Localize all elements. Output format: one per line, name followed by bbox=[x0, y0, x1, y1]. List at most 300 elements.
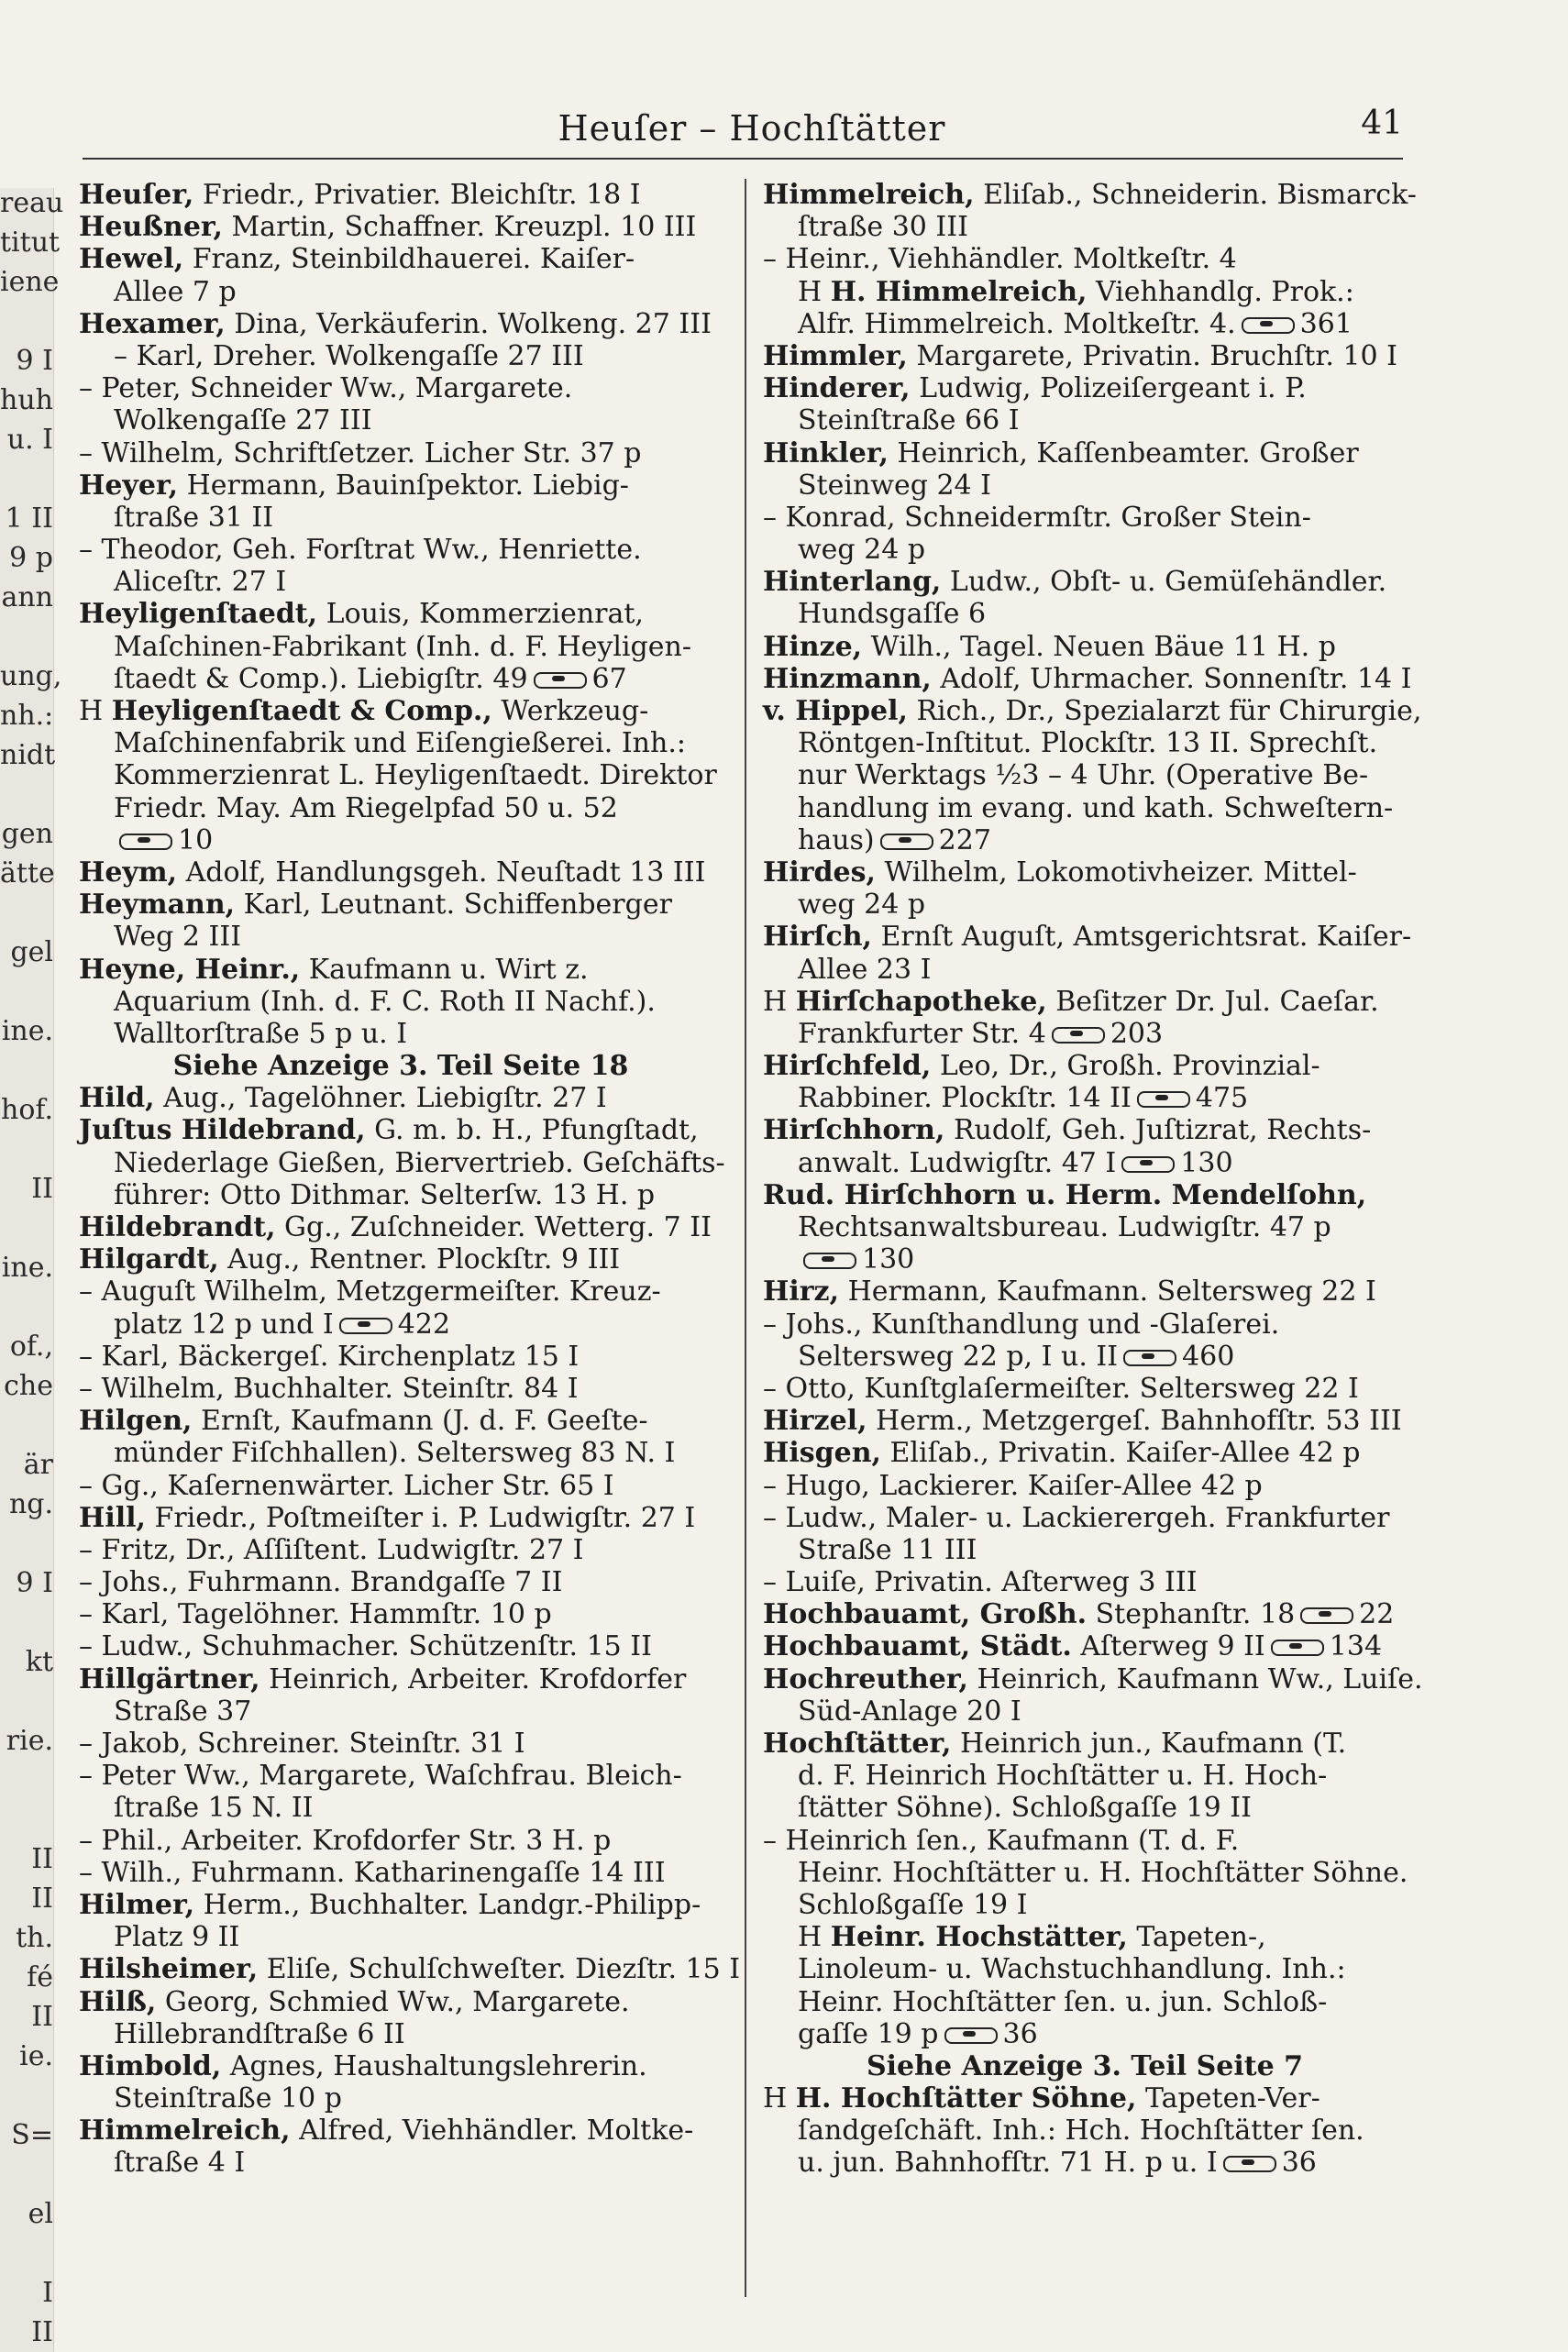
telephone-icon bbox=[1123, 1350, 1176, 1366]
entry-text: Adolf, Handlungsgeh. Neuſtadt 13 III bbox=[177, 856, 706, 889]
entry-text: Eliſab., Schneiderin. Bismarck- bbox=[974, 179, 1417, 211]
directory-line bbox=[763, 889, 1407, 921]
entry-name: Hinterlang, bbox=[763, 566, 942, 599]
entry-text: anwalt. Ludwigſtr. 47 I bbox=[798, 1146, 1117, 1179]
entry-text: – Luiſe, Privatin. Aſterweg 3 III bbox=[763, 1566, 1198, 1599]
directory-line bbox=[79, 1663, 723, 1695]
entry-text: – Fritz, Dr., Aſſiſtent. Ludwigſtr. 27 I bbox=[79, 1533, 584, 1566]
telephone-icon bbox=[880, 834, 933, 850]
entry-name: Hild, bbox=[79, 1082, 155, 1115]
directory-line bbox=[763, 1309, 1407, 1341]
directory-line bbox=[79, 1405, 723, 1437]
bleed-fragment: titut bbox=[0, 226, 61, 259]
entry-text: Tapeten-, bbox=[1127, 1921, 1266, 1954]
entry-text: ſtraße 31 II bbox=[114, 501, 274, 534]
directory-line bbox=[79, 1114, 723, 1146]
entry-text: ſtaedt & Comp.). Liebigſtr. 49 bbox=[114, 662, 528, 695]
directory-line bbox=[763, 2115, 1407, 2147]
directory-line bbox=[79, 1243, 723, 1275]
entry-text: Kaufmann u. Wirt z. bbox=[300, 953, 589, 986]
bleed-fragment: u. I bbox=[6, 424, 53, 456]
directory-line bbox=[79, 1179, 723, 1211]
bleed-fragment: II bbox=[31, 1843, 53, 1875]
entry-text: Agnes, Haushaltungslehrerin. bbox=[221, 2049, 647, 2082]
entry-name: Hirz, bbox=[763, 1275, 840, 1309]
directory-line bbox=[79, 2050, 723, 2082]
entry-name: Hirdes, bbox=[763, 856, 876, 889]
entry-text: – Phil., Arbeiter. Krofdorfer Str. 3 H. p bbox=[79, 1824, 612, 1857]
entry-name: Hilß, bbox=[79, 1985, 157, 2018]
entry-text: haus) bbox=[798, 823, 875, 856]
bleed-fragment: ine. bbox=[1, 1015, 53, 1047]
entry-text: platz 12 p und I bbox=[114, 1308, 334, 1341]
directory-line bbox=[79, 276, 723, 308]
directory-line bbox=[79, 1373, 723, 1405]
directory-line bbox=[763, 1018, 1407, 1050]
entry-text: Röntgen-Inſtitut. Plockſtr. 13 II. Sprechſt. bbox=[798, 727, 1378, 760]
directory-line bbox=[763, 2082, 1407, 2115]
directory-line bbox=[763, 1662, 1423, 1695]
previous-page-bleed bbox=[0, 187, 64, 2352]
directory-line bbox=[79, 2082, 723, 2115]
header-rule bbox=[83, 158, 1403, 160]
entry-text: Heinrich, Kaufmann Ww., Luiſe. bbox=[967, 1662, 1423, 1695]
directory-line bbox=[763, 856, 1407, 889]
entry-text: H bbox=[798, 1921, 831, 1954]
entry-text: Franz, Steinbildhauerei. Kaiſer- bbox=[183, 243, 635, 276]
directory-line bbox=[763, 1470, 1407, 1502]
directory-line bbox=[79, 1018, 723, 1050]
directory-line bbox=[763, 2018, 1407, 2050]
directory-line bbox=[763, 276, 1407, 308]
entry-text: Viehhandlg. Prok.: bbox=[1087, 275, 1354, 308]
telephone-number: 361 bbox=[1299, 307, 1353, 340]
entry-text: Rabbiner. Plockſtr. 14 II bbox=[798, 1082, 1132, 1115]
entry-text: nur Werktags ½3 – 4 Uhr. (Operative Be- bbox=[798, 759, 1369, 792]
entry-text: ſtraße 4 I bbox=[114, 2147, 246, 2180]
right-column bbox=[763, 179, 1423, 2180]
entry-text: – Wilhelm, Schriftſetzer. Licher Str. 37 p bbox=[79, 436, 642, 469]
entry-name: Hinderer, bbox=[763, 372, 911, 405]
entry-text: gaſſe 19 p bbox=[798, 2017, 939, 2050]
entry-text: Adolf, Uhrmacher. Sonnenſtr. 14 I bbox=[931, 662, 1412, 695]
entry-name: Himbold, bbox=[79, 2049, 222, 2082]
entry-text: – Wilh., Fuhrmann. Katharinengaſſe 14 III bbox=[79, 1856, 666, 1889]
entry-name: Hilmer, bbox=[79, 1888, 195, 1921]
entry-text: Ludwig, Polizeiſergeant i. P. bbox=[910, 372, 1307, 405]
directory-line bbox=[79, 179, 723, 211]
telephone-number: 36 bbox=[1002, 2017, 1038, 2050]
entry-name: Hinkler, bbox=[763, 436, 889, 469]
directory-line bbox=[763, 1598, 1407, 1630]
bleed-fragment: 1 II bbox=[5, 502, 53, 535]
directory-line bbox=[763, 631, 1407, 663]
telephone-icon bbox=[1121, 1156, 1175, 1173]
directory-line bbox=[79, 1630, 723, 1662]
entry-name: Hirzel, bbox=[763, 1405, 867, 1438]
entry-text: Wilhelm, Lokomotivheizer. Mittel- bbox=[875, 856, 1357, 889]
directory-line bbox=[763, 824, 1407, 856]
directory-line bbox=[79, 663, 723, 695]
entry-text: Wolkengaſſe 27 III bbox=[114, 404, 372, 437]
directory-line bbox=[79, 340, 723, 372]
bleed-fragment: ng. bbox=[8, 1488, 53, 1520]
entry-text: Louis, Kommerzienrat, bbox=[317, 598, 644, 631]
telephone-icon bbox=[339, 1318, 392, 1334]
bleed-fragment: II bbox=[31, 1883, 53, 1915]
entry-name: Hochbauamt, Großh. bbox=[763, 1598, 1088, 1631]
telephone-icon bbox=[1137, 1091, 1190, 1108]
entry-name: v. Hippel, bbox=[763, 695, 908, 727]
directory-line bbox=[79, 1566, 723, 1598]
directory-line bbox=[763, 1792, 1407, 1824]
directory-line bbox=[763, 1986, 1407, 2018]
entry-text: Martin, Schaffner. Kreuzpl. 10 III bbox=[223, 211, 697, 244]
directory-line bbox=[79, 1889, 723, 1921]
entry-text: weg 24 p bbox=[798, 534, 926, 567]
telephone-number: 10 bbox=[178, 823, 214, 856]
directory-line bbox=[763, 1566, 1407, 1598]
directory-line bbox=[763, 243, 1407, 275]
directory-line bbox=[763, 1437, 1407, 1469]
entry-text: Rich., Dr., Spezialarzt für Chirurgie, bbox=[907, 695, 1422, 727]
firm-name: H. Hochſtätter Söhne, bbox=[795, 2082, 1137, 2115]
directory-line bbox=[763, 727, 1407, 759]
bleed-fragment: iene bbox=[0, 266, 60, 298]
entry-text: Alfr. Himmelreich. Moltkeſtr. 4. bbox=[798, 307, 1236, 340]
telephone-number: 22 bbox=[1359, 1598, 1395, 1631]
directory-line bbox=[763, 1243, 1407, 1275]
entry-text: – Jakob, Schreiner. Steinſtr. 31 I bbox=[79, 1728, 525, 1760]
entry-name: Hirſchfeld, bbox=[763, 1050, 932, 1083]
directory-line bbox=[763, 954, 1407, 986]
directory-line bbox=[79, 1953, 741, 1986]
directory-line bbox=[763, 1405, 1407, 1437]
entry-name: Hilgen, bbox=[79, 1405, 193, 1438]
directory-line bbox=[763, 1275, 1407, 1308]
directory-line bbox=[79, 1341, 723, 1373]
bleed-fragment: ann bbox=[1, 581, 53, 613]
directory-line bbox=[763, 598, 1407, 630]
firm-name: H. Himmelreich, bbox=[830, 275, 1088, 308]
directory-line bbox=[79, 759, 723, 791]
telephone-number: 460 bbox=[1182, 1340, 1235, 1373]
entry-name: Juſtus Hildebrand, bbox=[79, 1114, 366, 1147]
entry-text: Dina, Verkäuferin. Wolkeng. 27 III bbox=[225, 307, 712, 340]
bleed-fragment: kt bbox=[25, 1646, 53, 1678]
entry-text: Steinweg 24 I bbox=[798, 469, 992, 502]
entry-name: Hochbauamt, Städt. bbox=[763, 1630, 1072, 1663]
directory-line bbox=[79, 437, 723, 469]
directory-line bbox=[763, 921, 1412, 954]
left-column bbox=[79, 179, 741, 2180]
telephone-number: 130 bbox=[862, 1243, 915, 1276]
advert-reference: Siehe Anzeige 3. Teil Seite 7 bbox=[867, 2049, 1303, 2082]
directory-line bbox=[79, 1857, 723, 1889]
directory-line bbox=[763, 308, 1407, 340]
entry-text: Heinr. Hochſtätter ſen. u. jun. Schloß- bbox=[798, 1985, 1328, 2018]
entry-text: Heinrich, Kaſſenbeamter. Großer bbox=[888, 436, 1359, 469]
telephone-icon bbox=[944, 2027, 998, 2044]
directory-line bbox=[79, 566, 723, 598]
bleed-fragment: ie. bbox=[19, 2040, 53, 2072]
entry-text: Wilh., Tagel. Neuen Bäue 11 H. p bbox=[862, 630, 1336, 663]
bleed-fragment: nh.: bbox=[0, 700, 54, 732]
entry-text: Maſchinenfabrik und Eiſengießerei. Inh.: bbox=[114, 727, 686, 760]
directory-line bbox=[79, 2147, 723, 2179]
entry-text: – Otto, Kunſtglaſermeiſter. Seltersweg 22 I bbox=[763, 1372, 1359, 1405]
directory-line bbox=[79, 986, 723, 1018]
entry-text: führer: Otto Dithmar. Selterſw. 13 H. p bbox=[114, 1178, 656, 1211]
directory-line bbox=[763, 1630, 1407, 1662]
telephone-icon bbox=[1300, 1607, 1353, 1624]
entry-text: ſandgeſchäft. Inh.: Hch. Hochſtätter ſen. bbox=[798, 2115, 1364, 2148]
entry-text: Walltorſtraße 5 p u. I bbox=[114, 1017, 408, 1050]
entry-text: – Theodor, Geh. Forſtrat Ww., Henriette. bbox=[79, 534, 642, 567]
directory-line bbox=[79, 2115, 723, 2147]
telephone-icon bbox=[534, 672, 587, 689]
bleed-fragment: S= bbox=[11, 2119, 53, 2151]
entry-text: ſtätter Söhne). Schloßgaſſe 19 II bbox=[798, 1792, 1252, 1825]
entry-text: münder Fiſchhallen). Seltersweg 83 N. I bbox=[114, 1437, 676, 1470]
entry-text: Tapeten-Ver- bbox=[1136, 2082, 1320, 2115]
directory-line bbox=[763, 566, 1407, 598]
entry-name: Himmelreich, bbox=[79, 2115, 291, 2148]
entry-text: Aug., Rentner. Plockſtr. 9 III bbox=[218, 1243, 621, 1276]
entry-text: Herm., Buchhalter. Landgr.-Philipp- bbox=[194, 1888, 701, 1921]
entry-name: Hexamer, bbox=[79, 307, 226, 340]
firm-name: Hirſchapotheke, bbox=[795, 985, 1047, 1018]
directory-line bbox=[763, 1114, 1407, 1146]
entry-text: Straße 37 bbox=[114, 1695, 252, 1728]
page-header bbox=[101, 101, 1403, 156]
entry-text: d. F. Heinrich Hochſtätter u. H. Hoch- bbox=[798, 1760, 1328, 1793]
entry-text: Schloßgaſſe 19 I bbox=[798, 1888, 1028, 1921]
entry-text: Steinſtraße 66 I bbox=[798, 404, 1020, 437]
directory-line bbox=[763, 1502, 1407, 1534]
entry-text: Leo, Dr., Großh. Provinzial- bbox=[931, 1050, 1320, 1083]
entry-text: Alfred, Viehhändler. Moltke- bbox=[290, 2115, 694, 2148]
entry-name: Rud. Hirſchhorn u. Herm. Mendelſohn, bbox=[763, 1178, 1367, 1211]
entry-text: Steinſtraße 10 p bbox=[114, 2082, 342, 2115]
entry-text: Seltersweg 22 p, I u. II bbox=[798, 1340, 1119, 1373]
entry-text: handlung im evang. und kath. Schweſtern- bbox=[798, 791, 1394, 824]
entry-name: Hildebrandt, bbox=[79, 1211, 276, 1243]
directory-line bbox=[79, 1760, 723, 1792]
entry-text: – Peter, Schneider Ww., Margarete. bbox=[79, 372, 573, 405]
directory-line bbox=[79, 1309, 723, 1341]
entry-name: Hilgardt, bbox=[79, 1243, 219, 1276]
entry-name: Hillgärtner, bbox=[79, 1662, 260, 1695]
directory-line bbox=[79, 921, 723, 953]
entry-text: Hermann, Kaufmann. Seltersweg 22 I bbox=[839, 1275, 1376, 1309]
advert-reference: Siehe Anzeige 3. Teil Seite 18 bbox=[172, 1050, 629, 1083]
telephone-icon bbox=[1223, 2156, 1276, 2172]
entry-text: Heinrich jun., Kaufmann (T. bbox=[951, 1728, 1347, 1760]
entry-name: Hirſchhorn, bbox=[763, 1114, 945, 1147]
directory-line bbox=[79, 404, 723, 436]
entry-text: Friedr., Poſtmeiſter i. P. Ludwigſtr. 27 I bbox=[145, 1501, 696, 1534]
directory-line bbox=[79, 1470, 723, 1502]
entry-text: – Peter Ww., Margarete, Waſchfrau. Bleich- bbox=[79, 1760, 682, 1793]
entry-text: Aliceſtr. 27 I bbox=[114, 566, 287, 599]
bleed-fragment: reau bbox=[0, 187, 64, 219]
telephone-number: 36 bbox=[1281, 2147, 1317, 2180]
entry-text: Karl, Leutnant. Schiffenberger bbox=[235, 889, 672, 922]
directory-line bbox=[79, 1050, 723, 1082]
entry-name: Hinze, bbox=[763, 630, 863, 663]
entry-text: – Heinr., Viehhändler. Moltkeſtr. 4 bbox=[763, 243, 1237, 276]
entry-text: – Hugo, Lackierer. Kaiſer-Allee 42 p bbox=[763, 1469, 1263, 1502]
entry-text: – Johs., Kunſthandlung und -Glaſerei. bbox=[763, 1308, 1280, 1341]
entry-text: – Karl, Tagelöhner. Hammſtr. 10 p bbox=[79, 1598, 552, 1631]
directory-line bbox=[79, 1825, 723, 1857]
bleed-fragment: 9 I bbox=[16, 345, 53, 377]
bleed-fragment: fé bbox=[27, 1961, 53, 1993]
entry-text: Allee 23 I bbox=[798, 953, 932, 986]
entry-text: Platz 9 II bbox=[114, 1921, 240, 1954]
bleed-fragment: che bbox=[4, 1370, 53, 1402]
directory-line bbox=[79, 243, 723, 275]
entry-text: Ludw., Obſt- u. Gemüſehändler. bbox=[941, 566, 1387, 599]
entry-text: – Ludw., Schuhmacher. Schützenſtr. 15 II bbox=[79, 1630, 652, 1663]
directory-line bbox=[763, 1760, 1407, 1792]
directory-line bbox=[79, 889, 723, 921]
bleed-fragment: ine. bbox=[1, 1252, 53, 1284]
bleed-fragment: 9 p bbox=[9, 542, 53, 574]
directory-line bbox=[79, 1082, 723, 1114]
entry-text: Linoleum- u. Wachstuchhandlung. Inh.: bbox=[798, 1953, 1346, 1986]
telephone-icon bbox=[119, 834, 172, 850]
directory-line bbox=[763, 1695, 1407, 1728]
entry-name: Heyligenſtaedt, bbox=[79, 598, 318, 631]
entry-name: Hewel, bbox=[79, 243, 184, 276]
bleed-fragment: 9 I bbox=[16, 1567, 53, 1599]
directory-line bbox=[79, 1728, 723, 1760]
directory-line bbox=[79, 372, 723, 404]
telephone-icon bbox=[1052, 1027, 1105, 1043]
entry-text: H bbox=[79, 695, 112, 727]
directory-line bbox=[79, 534, 723, 566]
entry-text: Stephanſtr. 18 bbox=[1087, 1598, 1296, 1631]
telephone-number: 422 bbox=[397, 1308, 451, 1341]
directory-line bbox=[79, 792, 723, 824]
entry-text: Rudolf, Geh. Juſtizrat, Rechts- bbox=[944, 1114, 1372, 1147]
telephone-number: 203 bbox=[1110, 1017, 1164, 1050]
entry-name: Heuſer, bbox=[79, 179, 194, 211]
bleed-fragment: hof. bbox=[1, 1094, 53, 1126]
entry-text: – Konrad, Schneidermſtr. Großer Stein- bbox=[763, 501, 1311, 534]
bleed-fragment: el bbox=[28, 2198, 53, 2230]
entry-text: Werkzeug- bbox=[491, 695, 649, 727]
directory-line bbox=[763, 534, 1407, 566]
entry-text: Rechtsanwaltsbureau. Ludwigſtr. 47 p bbox=[798, 1211, 1331, 1243]
entry-text: H bbox=[798, 275, 831, 308]
entry-name: Himmelreich, bbox=[763, 179, 975, 211]
entry-text: Friedr. May. Am Riegelpfad 50 u. 52 bbox=[114, 791, 618, 824]
directory-line bbox=[763, 404, 1407, 436]
directory-line bbox=[763, 1534, 1407, 1566]
directory-line bbox=[79, 598, 723, 630]
directory-line bbox=[763, 211, 1407, 243]
telephone-number: 67 bbox=[591, 662, 627, 695]
entry-text: Friedr., Privatier. Bleichſtr. 18 I bbox=[193, 179, 641, 211]
column-divider bbox=[745, 179, 746, 2297]
directory-line bbox=[79, 1534, 723, 1566]
entry-name: Himmler, bbox=[763, 339, 908, 372]
entry-name: Heyer, bbox=[79, 469, 179, 502]
entry-text: Hundsgaſſe 6 bbox=[798, 598, 987, 631]
directory-line bbox=[79, 695, 723, 727]
entry-text: – Karl, Dreher. Wolkengaſſe 27 III bbox=[114, 339, 584, 372]
directory-line bbox=[763, 1082, 1407, 1114]
directory-line bbox=[79, 1437, 723, 1469]
directory-line bbox=[763, 1825, 1407, 1857]
bleed-fragment: rie. bbox=[6, 1725, 53, 1757]
entry-text: Gg., Zuſchneider. Wetterg. 7 II bbox=[275, 1211, 712, 1243]
directory-line bbox=[79, 1147, 723, 1179]
entry-text: H bbox=[763, 2082, 796, 2115]
entry-text: Süd-Anlage 20 I bbox=[798, 1695, 1021, 1728]
bleed-fragment: II bbox=[31, 2001, 53, 2033]
telephone-number: 130 bbox=[1180, 1146, 1233, 1179]
entry-text: Weg 2 III bbox=[114, 921, 242, 954]
directory-line bbox=[79, 631, 723, 663]
directory-line bbox=[763, 437, 1407, 469]
entry-text: Georg, Schmied Ww., Margarete. bbox=[156, 1985, 630, 2018]
firm-name: Heyligenſtaedt & Comp., bbox=[111, 695, 492, 727]
entry-text: ſtraße 15 N. II bbox=[114, 1792, 314, 1825]
telephone-number: 134 bbox=[1329, 1630, 1383, 1663]
entry-text: – Karl, Bäckergeſ. Kirchenplatz 15 I bbox=[79, 1340, 580, 1373]
directory-line bbox=[763, 1857, 1407, 1889]
entry-name: Hirſch, bbox=[763, 921, 872, 954]
directory-line bbox=[79, 211, 723, 243]
entry-text: H bbox=[763, 985, 796, 1018]
entry-text: Margarete, Privatin. Bruchſtr. 10 I bbox=[907, 339, 1397, 372]
telephone-number: 475 bbox=[1195, 1082, 1249, 1115]
directory-line bbox=[79, 1986, 723, 2018]
directory-line bbox=[763, 1373, 1407, 1405]
entry-text: Eliſe, Schulſchweſter. Diezſtr. 15 I bbox=[258, 1953, 741, 1986]
entry-text: Hillebrandſtraße 6 II bbox=[114, 2017, 405, 2050]
entry-text: ſtraße 30 III bbox=[798, 211, 968, 244]
directory-line bbox=[763, 695, 1422, 727]
bleed-fragment: II bbox=[31, 2316, 53, 2348]
entry-text: – Ludw., Maler- u. Lackierergeh. Frankfurter bbox=[763, 1501, 1390, 1534]
telephone-icon bbox=[1271, 1640, 1324, 1656]
directory-line bbox=[763, 469, 1407, 502]
directory-line bbox=[79, 502, 723, 534]
entry-text: Frankfurter Str. 4 bbox=[798, 1017, 1046, 1050]
directory-line bbox=[763, 759, 1407, 791]
directory-line bbox=[79, 308, 723, 340]
directory-line bbox=[763, 1050, 1407, 1082]
entry-name: Hochſtätter, bbox=[763, 1728, 952, 1760]
directory-line bbox=[763, 179, 1417, 211]
directory-line bbox=[763, 1921, 1407, 1953]
directory-line bbox=[79, 1792, 723, 1824]
directory-line bbox=[763, 2147, 1407, 2179]
bleed-fragment: II bbox=[31, 1173, 53, 1205]
directory-line bbox=[763, 1211, 1407, 1243]
entry-text: Aquarium (Inh. d. F. C. Roth II Nachf.). bbox=[114, 985, 656, 1018]
telephone-icon bbox=[1242, 317, 1295, 334]
directory-line bbox=[79, 824, 723, 856]
entry-text: Straße 11 III bbox=[798, 1533, 977, 1566]
directory-line bbox=[763, 1728, 1407, 1760]
entry-text: Ernſt Auguſt, Amtsgerichtsrat. Kaiſer- bbox=[871, 921, 1412, 954]
